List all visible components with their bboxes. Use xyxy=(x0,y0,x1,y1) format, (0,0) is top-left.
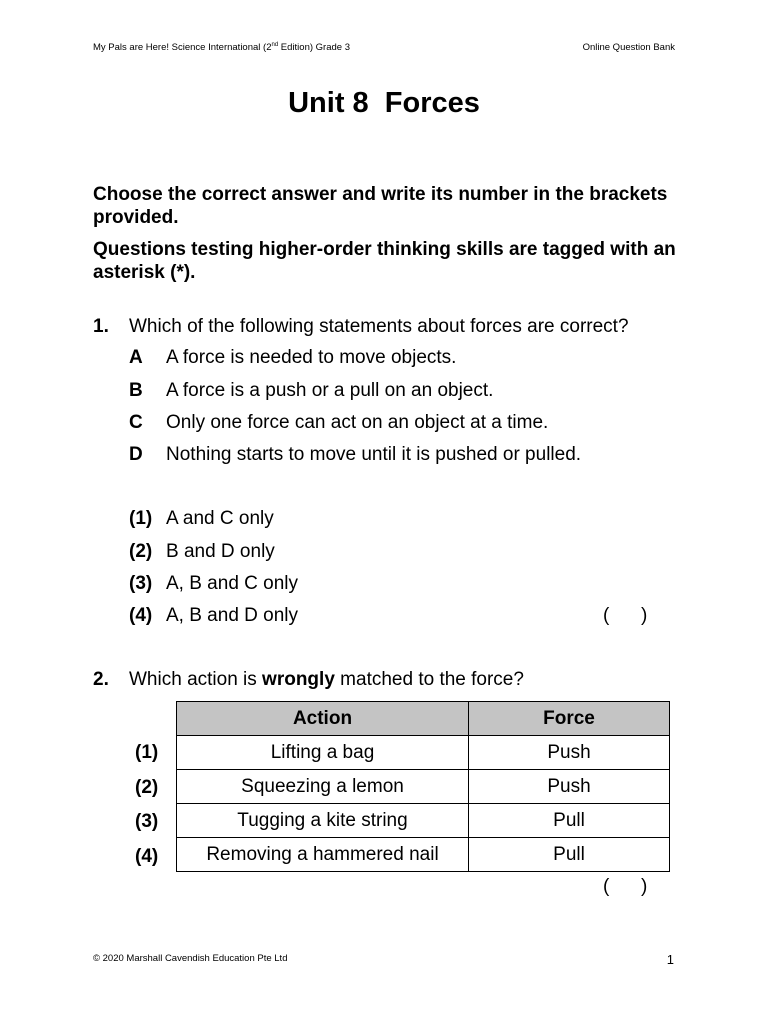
q1-choice-4-number: (4) xyxy=(129,605,153,626)
page-title: Unit 8 Forces xyxy=(288,87,480,119)
header-book-title xyxy=(93,42,350,53)
header-question-bank: Online Question Bank xyxy=(582,42,675,53)
instruction-choose-answer: Choose the correct answer and write its number in the brackets provided. xyxy=(93,184,668,228)
table-row xyxy=(177,838,670,872)
table-cell-force: Pull xyxy=(469,838,670,872)
table-cell-force: Push xyxy=(469,770,670,804)
header-book-title-prefix: My Pals are Here! Science International (2 xyxy=(93,42,272,53)
q2-choice-2-number: (2) xyxy=(135,777,159,798)
table-cell-action: Removing a hammered nail xyxy=(177,838,469,872)
question-2-text-emphasis: wrongly xyxy=(262,669,335,690)
q1-choice-1-text: A and C only xyxy=(166,508,274,529)
header-book-title-suffix: Edition) Grade 3 xyxy=(278,42,350,53)
table-cell-action: Lifting a bag xyxy=(177,736,469,770)
q1-choice-2-number: (2) xyxy=(129,541,153,562)
statement-a-letter: A xyxy=(129,347,143,368)
table-row xyxy=(177,736,670,770)
table-header-force: Force xyxy=(469,702,670,736)
table-header-row xyxy=(177,702,670,736)
statement-c-text: Only one force can act on an object at a time. xyxy=(166,412,549,433)
statement-a-text: A force is needed to move objects. xyxy=(166,347,457,368)
question-2-text-after: matched to the force? xyxy=(334,669,524,690)
action-force-table xyxy=(176,701,670,872)
table-header-action: Action xyxy=(177,702,469,736)
footer-copyright: © 2020 Marshall Cavendish Education Pte Ltd xyxy=(93,953,288,964)
statement-d-letter: D xyxy=(129,444,143,465)
q2-choice-4-number: (4) xyxy=(135,846,159,867)
question-2-text xyxy=(129,669,524,691)
q1-choice-3-number: (3) xyxy=(129,573,153,594)
q1-choice-1-number: (1) xyxy=(129,508,153,529)
table-cell-force: Push xyxy=(469,736,670,770)
q1-choice-2-text: B and D only xyxy=(166,541,275,562)
table-cell-action: Tugging a kite string xyxy=(177,804,469,838)
question-1-text: Which of the following statements about forces are correct? xyxy=(129,316,629,337)
question-1-number: 1. xyxy=(93,316,109,337)
table-cell-action: Squeezing a lemon xyxy=(177,770,469,804)
statement-d-text: Nothing starts to move until it is pushed or pulled. xyxy=(166,444,582,465)
table-row xyxy=(177,804,670,838)
page-number: 1 xyxy=(666,952,674,967)
statement-c-letter: C xyxy=(129,412,143,433)
q1-choice-4-text: A, B and D only xyxy=(166,605,299,626)
instruction-higher-order: Questions testing higher-order thinking skills are tagged with an asterisk (*). xyxy=(93,239,676,283)
question-2-number: 2. xyxy=(93,669,109,690)
statement-b-text: A force is a push or a pull on an object. xyxy=(166,380,494,401)
q1-answer-bracket[interactable]: ( ) xyxy=(603,605,648,626)
header-book-title-superscript: nd xyxy=(271,41,279,48)
statement-b-letter: B xyxy=(129,380,143,401)
q2-choice-3-number: (3) xyxy=(135,811,159,832)
q2-answer-bracket[interactable]: ( ) xyxy=(603,876,648,897)
q2-choice-1-number: (1) xyxy=(135,742,159,763)
q1-choice-3-text: A, B and C only xyxy=(166,573,299,594)
question-2-text-before: Which action is xyxy=(129,669,263,690)
table-row xyxy=(177,770,670,804)
table-cell-force: Pull xyxy=(469,804,670,838)
